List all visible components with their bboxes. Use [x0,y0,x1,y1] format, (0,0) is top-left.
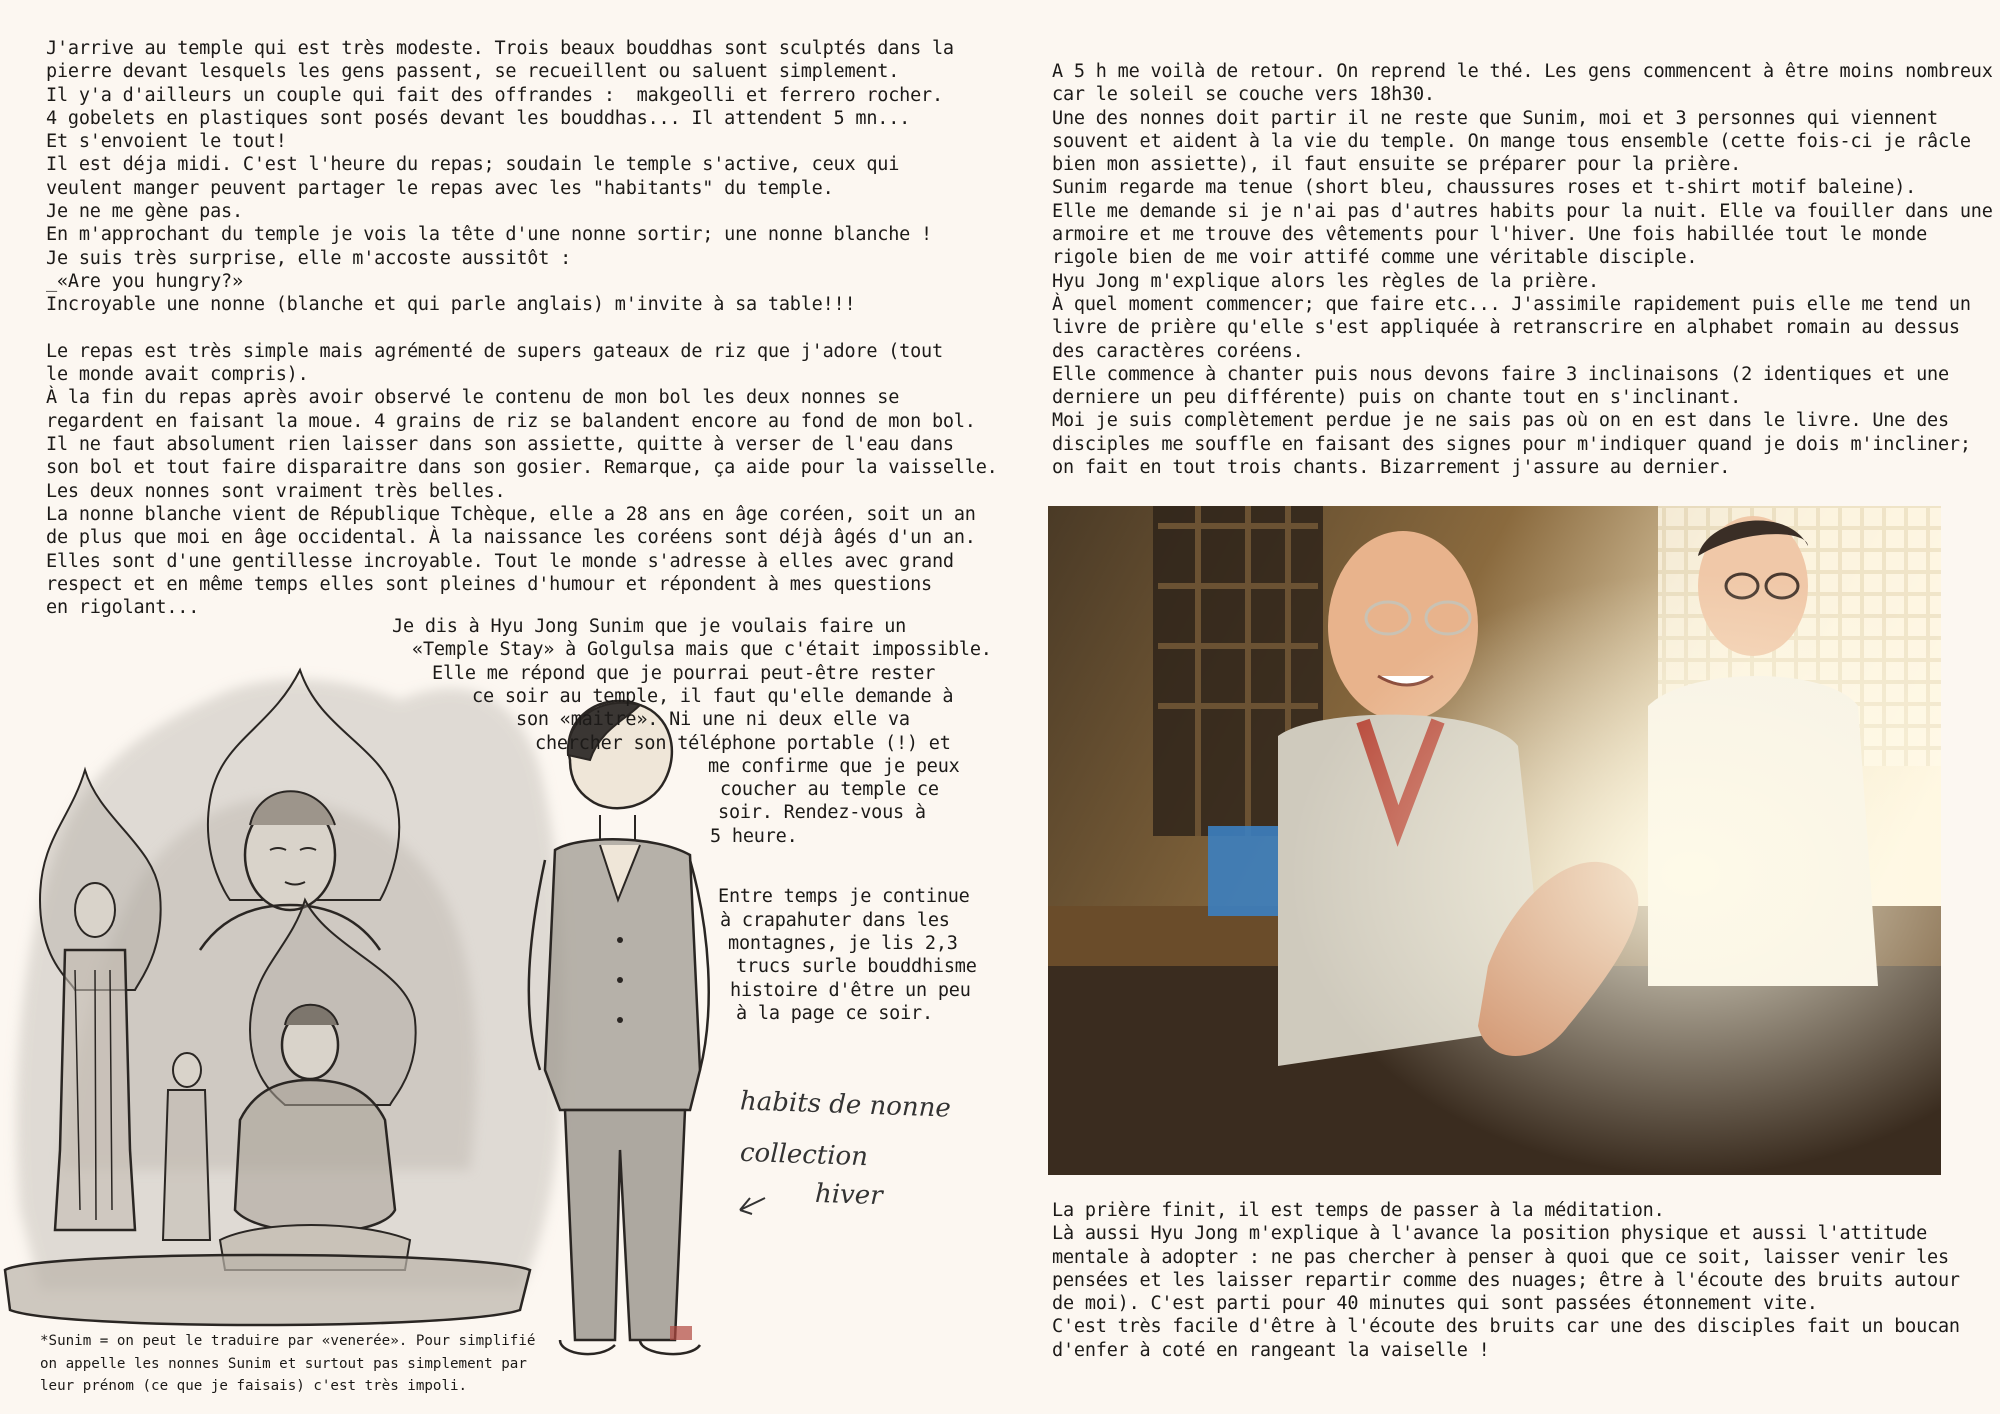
conversation-line: histoire d'être un peu [730,979,971,1001]
right-bottom-text [1052,1199,1960,1362]
conversation-line: à crapahuter dans les [720,909,950,931]
meditation-paragraph-line: C'est très facile d'être à l'écoute des bruits car une des disciples fait un boucan [1052,1316,1960,1338]
conversation-text [0,615,1000,1035]
left-paragraph-line: veulent manger peuvent partager le repas avec les "habitants" du temple. [46,177,834,199]
left-paragraph-line: La nonne blanche vient de République Tchèque, elle a 28 ans en âge coréen, soit un an [46,503,976,525]
left-paragraph-line: Il y'a d'ailleurs un couple qui fait des offrandes : makgeolli et ferrero rocher. [46,84,943,106]
right-paragraph-line: derniere un peu différente) puis on chante tout en s'inclinant. [1052,387,1742,409]
meditation-paragraph-line: Là aussi Hyu Jong m'explique à l'avance la position physique et aussi l'attitude [1052,1223,1928,1245]
right-paragraph-line: Sunim regarde ma tenue (short bleu, chaussures roses et t-shirt motif baleine). [1052,177,1917,199]
footnote-line: *Sunim = on peut le traduire par «venerée». Pour simplifié [40,1333,536,1349]
left-paragraph-line: J'arrive au temple qui est très modeste. Trois beaux bouddhas sont sculptés dans la [46,38,954,59]
right-paragraph-line: rigole bien de me voir attifé comme une véritable disciple. [1052,247,1698,269]
right-paragraph-line: on fait en tout trois chants. Bizarrement j'assure au dernier. [1052,457,1731,479]
right-paragraph-line: Hyu Jong m'explique alors les règles de la prière. [1052,270,1599,292]
meditation-paragraph-line: pensées et les laisser repartir comme des nuages; être à l'écoute des bruits autour [1052,1269,1960,1291]
conversation-line: chercher son téléphone portable (!) et [535,732,951,754]
left-paragraph-line: Et s'envoient le tout! [46,131,287,153]
right-paragraph-line: Moi je suis complètement perdue je ne sais pas où on en est dans le livre. Une des [1052,410,1949,432]
conversation-line: Elle me répond que je pourrai peut-être rester [432,662,936,684]
right-paragraph-line: Elle me demande si je n'ai pas d'autres habits pour la nuit. Elle va fouiller dans une [1052,200,1993,222]
left-paragraph-line: 4 gobelets en plastiques sont posés devant les bouddhas... Il attendent 5 mn... [46,107,911,129]
conversation-line: Je dis à Hyu Jong Sunim que je voulais faire un [392,616,907,637]
left-paragraph-line: Je ne me gène pas. [46,201,243,223]
handwritten-note-line-1: habits de nonne [739,1086,952,1124]
left-paragraph-line: Il ne faut absolument rien laisser dans son assiette, quitte à verser de l'eau dans [46,434,954,456]
conversation-line: montagnes, je lis 2,3 [728,932,958,954]
left-paragraph-line: de plus que moi en âge occidental. À la naissance les coréens sont déjà âgés d'un an. [46,527,976,549]
left-paragraph-line: le monde avait compris). [46,364,309,386]
handwritten-note-line-2: collection [739,1137,869,1173]
conversation-line: à la page ce soir. [736,1002,933,1024]
right-page [1000,0,2000,1414]
left-paragraph-line: pierre devant lesquels les gens passent, se recueillent ou saluent simplement. [46,61,900,83]
left-paragraph-line: respect et en même temps elles sont pleines d'humour et répondent à mes questions [46,573,932,595]
right-paragraph-line: car le soleil se couche vers 18h30. [1052,84,1435,106]
meditation-paragraph-line: de moi). C'est parti pour 40 minutes qui sont passées étonnement vite. [1052,1293,1818,1315]
conversation-line: coucher au temple ce [720,779,939,801]
meditation-paragraph-line: La prière finit, il est temps de passer à la méditation. [1052,1200,1665,1221]
conversation-line: me confirme que je peux [708,755,960,777]
left-paragraph-line: Je suis très surprise, elle m'accoste aussitôt : [46,247,572,269]
left-paragraph-line: en rigolant... [46,597,200,619]
meditation-paragraph-line: d'enfer à coté en rangeant la vaiselle ! [1052,1339,1490,1361]
left-paragraph-line: À la fin du repas après avoir observé le contenu de mon bol les deux nonnes se [46,387,900,409]
left-paragraph-line: En m'approchant du temple je vois la tête d'une nonne sortir; une nonne blanche ! [46,224,932,246]
right-paragraph-line: disciples me souffle en faisant des signes pour m'indiquer quand je dois m'incliner; [1052,433,1971,455]
right-paragraph-line: A 5 h me voilà de retour. On reprend le thé. Les gens commencent à être moins nombreux [1052,61,1993,82]
conversation-line: «Temple Stay» à Golgulsa mais que c'était impossible. [412,639,992,661]
left-paragraph-line: regardent en faisant la moue. 4 grains de riz se balandent encore au fond de mon bol. [46,410,976,432]
conversation-line: ce soir au temple, il faut qu'elle demande à [472,685,954,707]
right-paragraph-line: livre de prière qu'elle s'est appliquée à retranscrire en alphabet romain au dessus [1052,317,1960,339]
left-paragraph-line: Le repas est très simple mais agrémenté de supers gateaux de riz que j'adore (tout [46,340,943,362]
left-paragraph-line: Les deux nonnes sont vraiment très belles. [46,480,506,502]
right-paragraph-line: souvent et aident à la vie du temple. On mange tous ensemble (cette fois-ci je râcle [1052,130,1971,152]
pedestal [5,1255,530,1325]
left-paragraph-line: _«Are you hungry?» [46,270,243,292]
right-paragraph-line: Elle commence à chanter puis nous devons faire 3 inclinaisons (2 identiques et une [1052,363,1949,385]
conversation-line: son «maitre». Ni une ni deux elle va [516,709,910,731]
conversation-line: 5 heure. [710,825,798,847]
right-paragraph-line: des caractères coréens. [1052,340,1304,362]
footnote-line: on appelle les nonnes Sunim et surtout pas simplement par [40,1355,527,1372]
right-top-text [1052,60,1993,479]
handwritten-note-line-3: hiver [814,1178,884,1212]
footnote [40,1330,535,1398]
conversation-line: trucs surle bouddhisme [736,956,977,978]
right-paragraph-line: armoire et me trouve des vêtements pour l'hiver. Une fois habillée tout le monde [1052,224,1928,246]
photo-two-nuns-smiling [1048,506,1941,1175]
footnote-line: leur prénom (ce que je faisais) c'est très impoli. [40,1378,468,1394]
right-paragraph-line: bien mon assiette), il faut ensuite se préparer pour la prière. [1052,154,1742,176]
left-paragraph-line [46,317,998,340]
right-paragraph-line: Une des nonnes doit partir il ne reste que Sunim, moi et 3 personnes qui viennent [1052,107,1938,129]
left-top-text [46,37,998,619]
conversation-line: soir. Rendez-vous à [718,802,926,824]
meditation-paragraph-line: mentale à adopter : ne pas chercher à penser à quoi que ce soit, laisser venir les [1052,1246,1949,1268]
right-paragraph-line: À quel moment commencer; que faire etc... J'assimile rapidement puis elle me tend un [1052,293,1971,315]
photo-illustration [1048,506,1941,1175]
left-paragraph-line: son bol et tout faire disparaitre dans son gosier. Remarque, ça aide pour la vaisselle. [46,457,998,479]
left-paragraph-line: Elles sont d'une gentillesse incroyable. Tout le monde s'adresse à elles avec grand [46,550,954,572]
left-paragraph-line: Il est déja midi. C'est l'heure du repas; soudain le temple s'active, ceux qui [46,154,900,176]
left-paragraph-line: Incroyable une nonne (blanche et qui parle anglais) m'invite à sa table!!! [46,294,856,316]
arrow-mark [740,1198,765,1214]
conversation-line: Entre temps je continue [718,886,970,908]
